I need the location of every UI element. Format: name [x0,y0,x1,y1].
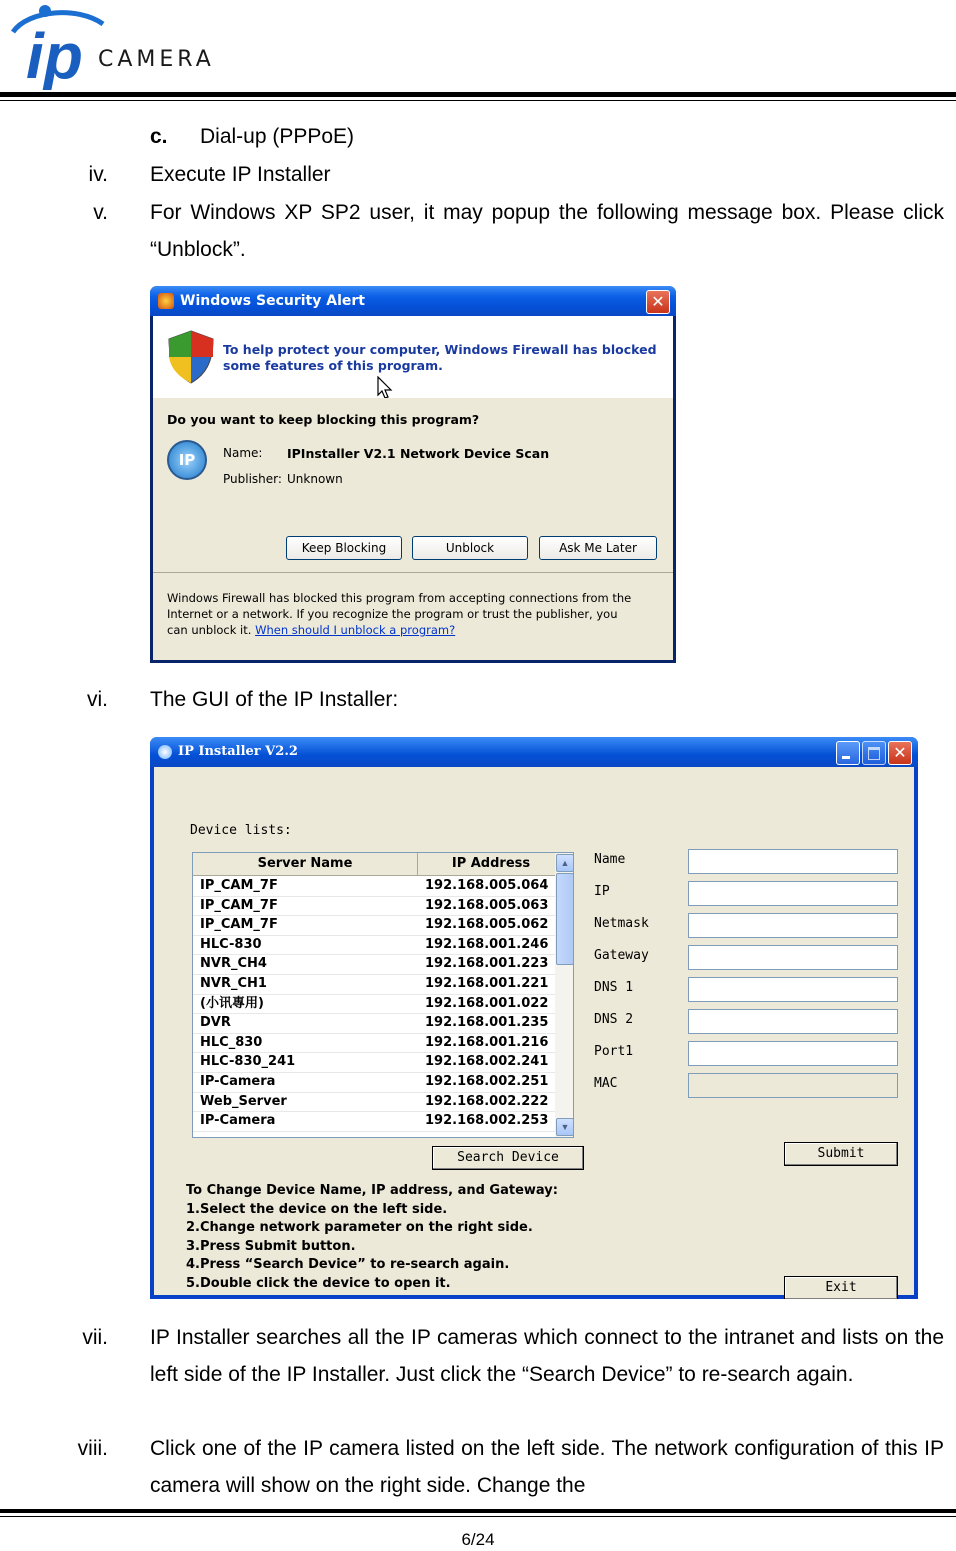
instruction-line: To Change Device Name, IP address, and Gateway: [186,1183,558,1198]
table-row[interactable] [193,915,555,936]
footer-rule-thin [0,1516,956,1517]
table-row[interactable] [193,1072,555,1093]
ip-installer-title: IP Installer V2.2 [178,744,298,759]
row-ip-address: 192.168.002.241 [425,1054,549,1070]
scroll-up-icon[interactable]: ▲ [556,854,574,872]
field-input[interactable] [688,1009,898,1034]
keep-blocking-button[interactable]: Keep Blocking [286,536,402,560]
device-list-scrollbar[interactable] [555,853,573,1137]
field-label: Netmask [594,916,649,931]
table-row[interactable] [193,876,555,897]
security-shield-icon [167,329,215,385]
alert-footer [167,590,637,638]
submit-button[interactable]: Submit [784,1142,898,1166]
alert-banner [153,316,673,398]
row-ip-address: 192.168.005.062 [425,917,549,933]
row-ip-address: 192.168.001.235 [425,1015,549,1031]
table-row[interactable] [193,974,555,995]
row-ip-address: 192.168.005.064 [425,878,549,893]
field-input [688,1073,898,1098]
unblock-button[interactable]: Unblock [412,536,528,560]
scroll-down-icon[interactable]: ▼ [556,1118,574,1136]
table-row[interactable] [193,1111,555,1132]
alert-body [153,398,673,660]
ip-installer-window [150,737,918,1299]
column-server-name[interactable]: Server Name [193,853,418,876]
unblock-help-link[interactable]: When should I unblock a program? [255,623,456,637]
instruction-line: 1.Select the device on the left side. [186,1201,448,1217]
table-row[interactable] [193,935,555,956]
table-row[interactable] [193,1013,555,1034]
row-server-name: IP_CAM_7F [200,917,278,933]
mouse-cursor-icon [377,376,395,400]
row-server-name: IP-Camera [200,1113,276,1129]
row-server-name: IP_CAM_7F [200,878,278,893]
row-server-name: HLC_830 [200,1034,263,1050]
logo-word: CAMERA [98,47,215,72]
alert-divider [153,572,673,573]
section-c-marker: c. [150,125,168,148]
field-label: DNS 2 [594,1012,634,1027]
exit-button[interactable]: Exit [784,1276,898,1299]
row-ip-address: 192.168.001.223 [425,956,549,972]
ip-camera-logo [8,2,268,90]
row-server-name: HLC-830 [200,936,262,952]
close-icon[interactable]: ✕ [888,741,912,765]
table-row[interactable] [193,896,555,917]
item-viii-number: viii. [77,1437,108,1460]
section-c-text: Dial-up (PPPoE) [200,125,355,148]
name-label: Name: [223,446,263,460]
alert-footer-text: Windows Firewall has blocked this program from accepting connections from the Internet or a network. If you recognize the program or trust the publisher, you can unblock it. [167,591,632,637]
search-device-button[interactable]: Search Device [432,1146,584,1170]
security-alert-title: Windows Security Alert [180,293,365,309]
row-server-name: HLC-830_241 [200,1054,296,1070]
page-number: 6/24 [461,1530,495,1549]
minimize-icon[interactable] [836,741,860,765]
item-viii-text: Click one of the IP camera listed on the left side. The network configuration of this IP camera will show on the right side. Change the [150,1437,944,1497]
ip-installer-titlebar [150,737,918,767]
table-row[interactable] [193,1092,555,1113]
row-server-name: Web_Server [200,1093,287,1109]
ip-installer-body [154,767,914,1295]
alert-banner-text: To help protect your computer, Windows Firewall has blocked some features of this program. [223,342,657,373]
instruction-line: 3.Press Submit button. [186,1238,356,1254]
item-vi-text: The GUI of the IP Installer: [150,688,399,711]
table-row[interactable] [193,1052,555,1073]
row-server-name: (小讯專用) [200,995,264,1011]
item-iv-text: Execute IP Installer [150,163,331,186]
row-server-name: IP_CAM_7F [200,897,278,913]
instruction-line: 5.Double click the device to open it. [186,1275,451,1291]
field-input[interactable] [688,977,898,1002]
row-server-name: NVR_CH1 [200,976,267,991]
field-input[interactable] [688,849,898,874]
field-label: Gateway [594,948,649,963]
instruction-line: 4.Press “Search Device” to re-search again. [186,1257,510,1272]
item-v-text: For Windows XP SP2 user, it may popup the following message box. Please click “Unblock”. [150,201,944,261]
app-icon [158,745,172,759]
security-alert-dialog [150,286,676,663]
footer-rule [0,1509,956,1513]
row-server-name: NVR_CH4 [200,956,267,972]
instruction-line: 2.Change network parameter on the right side. [186,1220,533,1235]
scroll-thumb[interactable] [556,873,574,965]
table-row[interactable] [193,954,555,975]
row-ip-address: 192.168.005.063 [425,897,549,913]
publisher-label: Publisher: [223,472,282,486]
table-row[interactable] [193,1033,555,1054]
field-input[interactable] [688,881,898,906]
item-vii-text: IP Installer searches all the IP cameras which connect to the intranet and lists on the left side of the IP Installer. Just click the “Search Device” to re-search again. [150,1326,944,1386]
item-iv-number: iv. [88,163,108,186]
publisher-value: Unknown [287,472,343,486]
header-rule [0,92,956,97]
field-label: MAC [594,1076,618,1091]
item-vi-number: vi. [87,688,108,711]
logo-mark: ip [26,20,83,90]
row-ip-address: 192.168.001.221 [425,976,549,991]
row-ip-address: 192.168.002.253 [425,1113,549,1129]
row-ip-address: 192.168.002.222 [425,1093,549,1109]
alert-question: Do you want to keep blocking this program? [167,412,480,427]
row-ip-address: 192.168.001.022 [425,995,549,1011]
item-v-number: v. [93,201,108,224]
item-vii-number: vii. [82,1326,108,1349]
security-alert-titlebar [150,286,676,316]
device-list[interactable] [192,852,574,1138]
field-input[interactable] [688,913,898,938]
row-ip-address: 192.168.001.216 [425,1034,549,1050]
maximize-icon[interactable] [862,741,886,765]
close-icon[interactable]: ✕ [646,290,670,314]
row-server-name: IP-Camera [200,1074,276,1089]
ask-me-later-button[interactable]: Ask Me Later [539,536,657,560]
field-label: IP [594,884,610,899]
program-icon: IP [167,440,207,480]
header-rule-thin [0,100,956,101]
row-ip-address: 192.168.002.251 [425,1074,549,1089]
field-label: Name [594,852,626,867]
row-server-name: DVR [200,1015,231,1031]
column-ip-address[interactable]: IP Address [418,853,565,876]
device-lists-label: Device lists: [190,823,292,838]
field-input[interactable] [688,945,898,970]
field-label: Port1 [594,1044,634,1059]
name-value: IPInstaller V2.1 Network Device Scan [287,446,550,461]
field-label: DNS 1 [594,980,634,995]
field-input[interactable] [688,1041,898,1066]
shield-small-icon [158,293,174,309]
table-row[interactable] [193,994,555,1015]
row-ip-address: 192.168.001.246 [425,936,549,952]
